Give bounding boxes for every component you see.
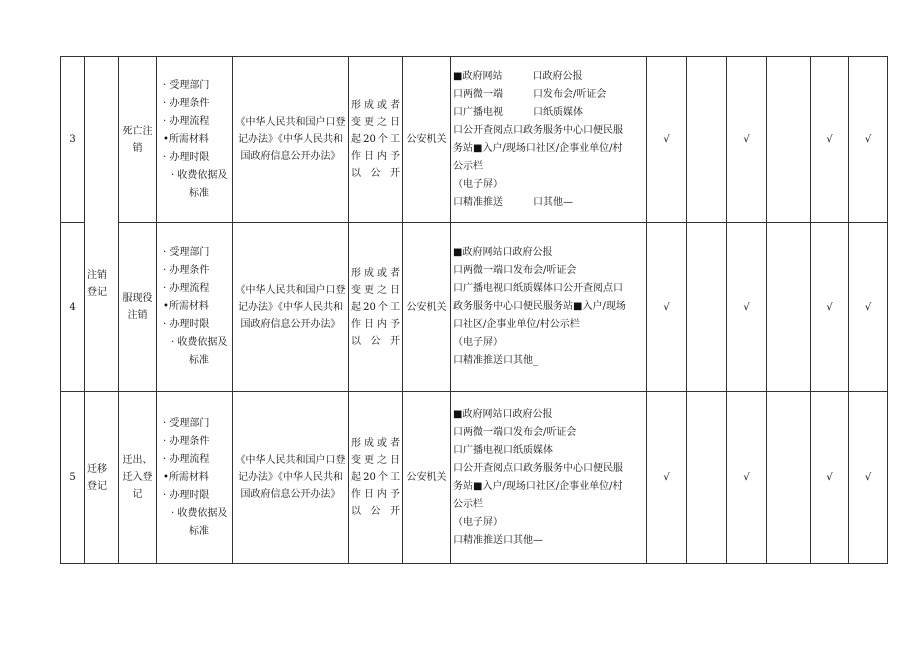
channel-line: 口两微一端 口发布会/听证会 (453, 88, 607, 100)
check-mark (687, 57, 727, 223)
channel-line: 口广播电视口纸质媒体口公开查阅点口 (453, 283, 623, 294)
channel-line: 政务服务中心口便民服务站■入户/现场 (453, 301, 626, 312)
channel-line: 口公开查阅点口政务服务中心口便民服 (453, 462, 623, 474)
legal-basis: 《中华人民共和国户口登记办法》《中华人民共和国政府信息公开办法》 (233, 223, 349, 392)
check-mark (687, 392, 727, 564)
channels-cell (451, 392, 647, 564)
channels-cell (451, 223, 647, 392)
row-number: 4 (61, 223, 85, 392)
check-mark: √ (849, 57, 888, 223)
channel-line: 口两微一端口发布会/听证会 (453, 265, 577, 276)
table-row (61, 392, 888, 564)
check-mark: √ (647, 57, 687, 223)
point: · 办理条件 (163, 265, 210, 276)
check-mark: √ (811, 392, 849, 564)
point: · 办理条件 (163, 435, 210, 447)
channel-line: 公示栏 (453, 498, 483, 510)
point: · 收费依据及 (171, 507, 228, 519)
check-mark (767, 223, 811, 392)
check-mark: √ (811, 223, 849, 392)
row-number: 5 (61, 392, 85, 564)
check-mark: √ (849, 392, 888, 564)
point: · 收费依据及 (171, 169, 228, 181)
channel-line: ■政府网站口政府公报 (453, 247, 553, 258)
check-mark (687, 223, 727, 392)
channel-line: 口精准推送 口其他— (453, 196, 573, 208)
channel-line: 口广播电视口纸质媒体 (453, 444, 553, 456)
item-name: 死亡注销 (119, 57, 157, 223)
point: · 受理部门 (163, 247, 210, 258)
point: · 办理流程 (163, 283, 210, 294)
channel-line: 公示栏 (453, 160, 483, 172)
legal-basis: 《中华人民共和国户口登记办法》《中华人民共和国政府信息公开办法》 (233, 57, 349, 223)
disclosure-points (157, 392, 233, 564)
channel-line: 务站■入户/现场口社区/企事业单位/村 (453, 142, 623, 154)
point: 标准 (189, 525, 209, 537)
point: · 受理部门 (163, 417, 210, 429)
point: · 受理部门 (163, 79, 210, 91)
check-mark: √ (849, 223, 888, 392)
check-mark: √ (647, 392, 687, 564)
channel-line: ■政府网站口政府公报 (453, 408, 553, 420)
channel-line: （电子屏） (453, 516, 503, 528)
point: •所需材料 (163, 471, 209, 483)
check-mark: √ (727, 392, 767, 564)
item-name: 服现役注销 (119, 223, 157, 392)
row-number: 3 (61, 57, 85, 223)
point: · 办理流程 (163, 115, 210, 127)
check-mark: √ (727, 223, 767, 392)
item-name: 迁出、迁入登记 (119, 392, 157, 564)
disclosure-time: 形成或者变更之日起20个工作日内予以公开 (349, 392, 403, 564)
point: · 办理条件 (163, 97, 210, 109)
check-mark: √ (811, 57, 849, 223)
point: · 办理时限 (163, 151, 210, 163)
legal-basis: 《中华人民共和国户口登记办法》《中华人民共和国政府信息公开办法》 (233, 392, 349, 564)
point: 标准 (189, 187, 209, 199)
channel-line: 口精准推送口其他_ (453, 355, 538, 366)
point: •所需材料 (163, 301, 209, 312)
point: 标准 (189, 355, 209, 366)
channel-line: （电子屏） (453, 337, 503, 348)
agency: 公安机关 (403, 392, 451, 564)
disclosure-time: 形成或者变更之日起20个工作日内予以公开 (349, 57, 403, 223)
category-cell (85, 57, 119, 392)
channel-line: 口精准推送口其他— (453, 534, 543, 546)
disclosure-table (60, 56, 888, 564)
category-cell (85, 392, 119, 564)
point: · 办理流程 (163, 453, 210, 465)
channel-line: ■政府网站 口政府公报 (453, 70, 583, 82)
disclosure-points (157, 57, 233, 223)
point: · 办理时限 (163, 489, 210, 501)
category-label: 迁移登记 (87, 463, 107, 492)
channel-line: 口公开查阅点口政务服务中心口便民服 (453, 124, 623, 136)
channels-cell (451, 57, 647, 223)
point: · 办理时限 (163, 319, 210, 330)
table-row (61, 57, 888, 223)
point: · 收费依据及 (171, 337, 228, 348)
agency: 公安机关 (403, 223, 451, 392)
disclosure-time: 形成或者变更之日起20个工作日内予以公开 (349, 223, 403, 392)
channel-line: （电子屏） (453, 178, 503, 190)
agency: 公安机关 (403, 57, 451, 223)
disclosure-points (157, 223, 233, 392)
channel-line: 务站■入户/现场口社区/企事业单位/村 (453, 480, 623, 492)
category-label: 注销登记 (87, 270, 107, 298)
check-mark: √ (647, 223, 687, 392)
table-row (61, 223, 888, 392)
channel-line: 口两微一端口发布会/听证会 (453, 426, 577, 438)
check-mark: √ (727, 57, 767, 223)
point: •所需材料 (163, 133, 209, 145)
channel-line: 口广播电视 口纸质媒体 (453, 106, 583, 118)
check-mark (767, 392, 811, 564)
channel-line: 口社区/企事业单位/村公示栏 (453, 319, 580, 330)
check-mark (767, 57, 811, 223)
